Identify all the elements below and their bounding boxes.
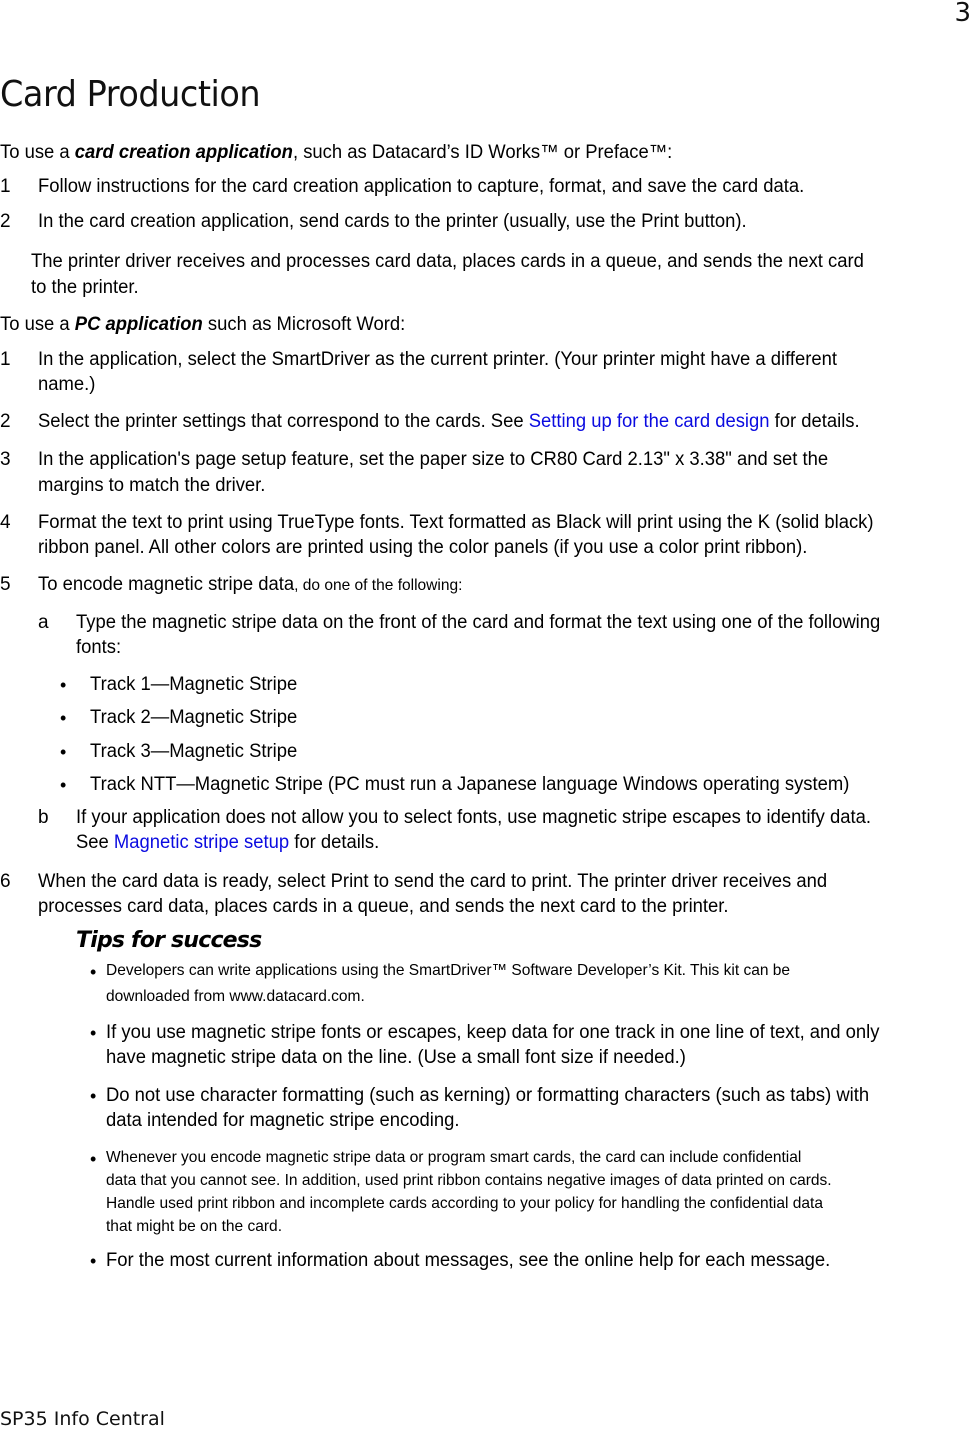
step-text: To encode magnetic stripe data, do one of the following:: [38, 574, 463, 595]
tip-text: If you use magnetic stripe fonts or escapes, keep data for one track in one line of text, and only: [106, 1022, 880, 1043]
tip-text: downloaded from www.datacard.com.: [106, 988, 365, 1005]
step-text: When the card data is ready, select Print to send the card to print. The printer driver receives and: [38, 871, 828, 892]
tip-text: Whenever you encode magnetic stripe data or program smart cards, the card can include confidential: [106, 1149, 802, 1166]
step-text: processes card data, places cards in a queue, and sends the next card to the printer.: [38, 896, 729, 917]
font-list-item: Track 1—Magnetic Stripe: [90, 674, 298, 695]
bullet-icon: •: [60, 675, 67, 695]
step-number: 1: [0, 176, 11, 197]
substep-label: b: [38, 807, 49, 828]
tip-text: data intended for magnetic stripe encoding.: [106, 1110, 460, 1131]
page-number: 3: [954, 0, 971, 28]
step-number: 2: [0, 211, 11, 232]
step-text: In the application, select the SmartDriver as the current printer. (Your printer might have a different: [38, 349, 838, 370]
tip-text: have magnetic stripe data on the line. (Use a small font size if needed.): [106, 1047, 686, 1068]
page-title: Card Production: [0, 74, 261, 115]
page-footer: SP35 Info Central: [0, 1408, 165, 1430]
section2-intro: To use a PC application such as Microsoft Word:: [0, 314, 406, 335]
note-text: The printer driver receives and processes card data, places cards in a queue, and sends the next card: [31, 251, 864, 272]
step-text: Select the printer settings that correspond to the cards. See Setting up for the card design for details.: [38, 411, 860, 432]
tips-heading: Tips for success: [76, 928, 262, 953]
section1-intro: To use a card creation application, such as Datacard’s ID Works™ or Preface™:: [0, 142, 673, 163]
link-magnetic-stripe-setup[interactable]: Magnetic stripe setup: [113, 832, 290, 853]
bullet-icon: •: [60, 708, 67, 728]
step-text: Format the text to print using TrueType fonts. Text formatted as Black will print using the K (solid black): [38, 512, 874, 533]
tip-text: Handle used print ribbon and incomplete cards according to your policy for handling the confidential data: [106, 1195, 823, 1212]
link-card-design[interactable]: Setting up for the card design: [528, 411, 770, 432]
substep-text: See Magnetic stripe setup for details.: [76, 832, 380, 853]
tip-text: Developers can write applications using the SmartDriver™ Software Developer’s Kit. This kit can be: [106, 962, 791, 979]
step-text: Follow instructions for the card creation application to capture, format, and save the card data.: [38, 176, 805, 197]
font-list-item: Track 3—Magnetic Stripe: [90, 741, 298, 762]
font-list-item: Track NTT—Magnetic Stripe (PC must run a Japanese language Windows operating system): [90, 774, 850, 795]
step-text: margins to match the driver.: [38, 475, 266, 496]
substep-text: fonts:: [76, 637, 122, 658]
bullet-icon: •: [90, 1149, 97, 1169]
step-number: 2: [0, 411, 11, 432]
tip-text: For the most current information about messages, see the online help for each message.: [106, 1250, 831, 1271]
step-number: 4: [0, 512, 11, 533]
step-text: In the application's page setup feature, set the paper size to CR80 Card 2.13" x 3.38" and set the: [38, 449, 829, 470]
substep-text: Type the magnetic stripe data on the front of the card and format the text using one of the following: [76, 612, 881, 633]
note-text: to the printer.: [31, 277, 139, 298]
step-number: 5: [0, 574, 11, 595]
substep-text: If your application does not allow you to select fonts, use magnetic stripe escapes to identify data.: [76, 807, 872, 828]
bullet-icon: •: [60, 775, 67, 795]
substep-label: a: [38, 612, 49, 633]
tip-text: data that you cannot see. In addition, used print ribbon contains negative images of data printed on cards.: [106, 1172, 832, 1189]
bullet-icon: •: [90, 962, 97, 982]
step-text: name.): [38, 374, 96, 395]
step-text: In the card creation application, send cards to the printer (usually, use the Print button).: [38, 211, 747, 232]
bullet-icon: •: [90, 1251, 97, 1271]
tip-text: that might be on the card.: [106, 1218, 283, 1235]
bullet-icon: •: [60, 742, 67, 762]
step-number: 6: [0, 871, 11, 892]
font-list-item: Track 2—Magnetic Stripe: [90, 707, 298, 728]
bullet-icon: •: [90, 1023, 97, 1043]
step-number: 1: [0, 349, 11, 370]
tip-text: Do not use character formatting (such as kerning) or formatting characters (such as tabs) with: [106, 1085, 870, 1106]
step-text: ribbon panel. All other colors are printed using the color panels (if you use a color print ribbon).: [38, 537, 808, 558]
bullet-icon: •: [90, 1086, 97, 1106]
step-number: 3: [0, 449, 11, 470]
